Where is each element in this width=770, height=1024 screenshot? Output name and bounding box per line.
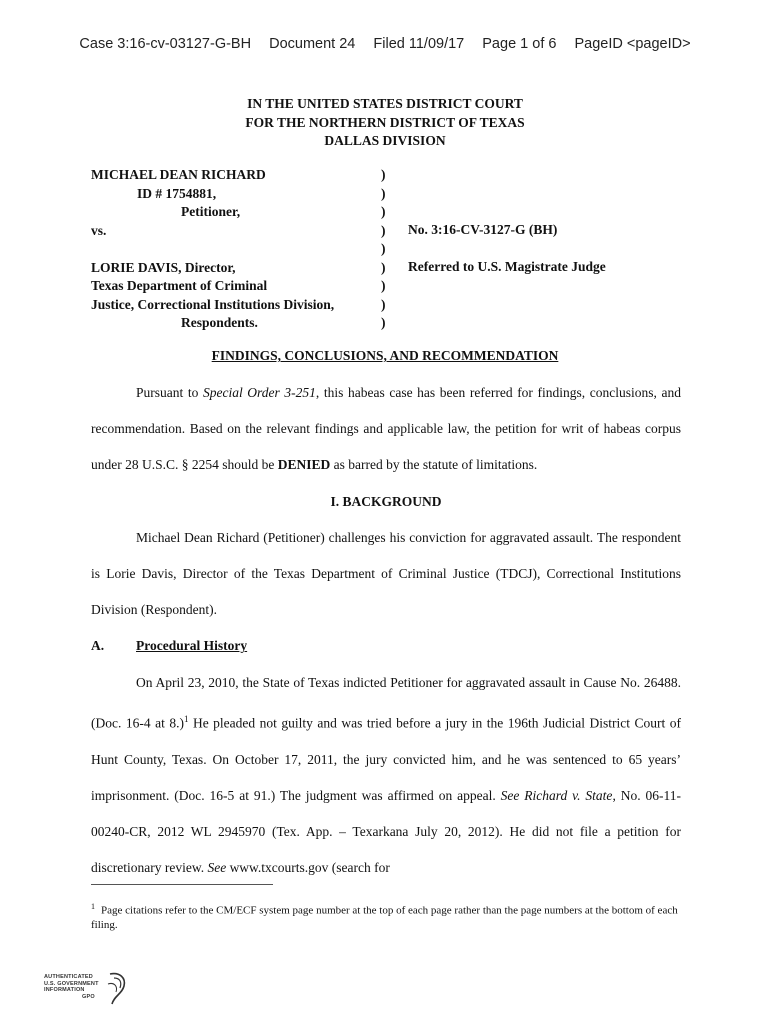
gpo-line: INFORMATION [44, 987, 85, 993]
footnote [91, 900, 681, 933]
text-run: He pleaded not guilty and was tried before a jury in the 196th Judicial District Court of Hunt County, Texas. On October 17, 2011, the jury convicted him, and he was sentenced to 65 years’ imprisonment. (Doc. 16-5 at 91.) The judgment was affirmed on appeal. [91, 715, 681, 803]
paren: ) [381, 167, 386, 182]
paragraph-procedural-history [91, 665, 681, 887]
text-run: , this habeas case has been referred for findings, conclusions, and recommendation. Based on the relevant findings and applicable law, the petition for writ of habeas corpus under 28 U.S.C. § 2254 should be [91, 385, 681, 473]
paren: ) [381, 259, 386, 275]
footnote-mark: 1 [91, 902, 95, 911]
text-run: , No. 06-11-00240-CR, 2012 WL 2945970 (Tex. App. – Texarkana July 20, 2012). He did not file a petition for discretionary review. [91, 787, 681, 876]
gpo-seal-text [44, 974, 99, 1000]
paren: ) [381, 241, 386, 256]
paren: ) [381, 315, 386, 330]
case-caption [91, 166, 691, 336]
document-title-text: FINDINGS, CONCLUSIONS, AND RECOMMENDATION [211, 348, 559, 363]
paragraph-referral [91, 375, 681, 484]
gpo-authentication-seal [44, 970, 144, 1010]
eagle-icon [106, 970, 128, 1008]
court-line-2: FOR THE NORTHERN DISTRICT OF TEXAS [245, 114, 525, 130]
respondent-line-2: Texas Department of Criminal [91, 278, 268, 293]
gpo-line: GPO [82, 993, 95, 1000]
paren: ) [381, 278, 386, 293]
subsection-title: Procedural History [136, 638, 248, 654]
footnote-text: Page citations refer to the CM/ECF system page number at the top of each page rather than the page numbers at the bottom of each filing. [91, 904, 678, 932]
caption-spacer [91, 240, 381, 259]
gpo-line: U.S. GOVERNMENT [44, 980, 99, 987]
document-body [91, 375, 681, 886]
petitioner-role: Petitioner, [181, 204, 241, 219]
header-page-number: Page 1 of 6 [482, 36, 557, 52]
caption-parties [91, 166, 381, 333]
case-citation: See Richard v. State [500, 787, 613, 803]
gpo-line: AUTHENTICATED [44, 974, 93, 980]
court-line-3: DALLAS DIVISION [324, 133, 446, 148]
versus: vs. [91, 222, 107, 238]
text-run: www.txcourts.gov (search for [226, 860, 390, 876]
text-run: On April 23, 2010, the State of Texas indicted Petitioner for aggravated assault in Cause No. 26488. (Doc. 16-4 at 8.) [91, 674, 681, 731]
respondent-name: LORIE DAVIS, Director, [91, 259, 236, 275]
ecf-header [0, 36, 770, 52]
footnote-reference: 1 [183, 713, 189, 724]
footnote-divider [91, 884, 273, 885]
header-page-id: PageID <pageID> [574, 36, 691, 52]
case-number: No. 3:16-CV-3127-G (BH) [408, 221, 558, 237]
denied-emphasis: DENIED [277, 457, 331, 473]
text-run: Pursuant to [136, 385, 203, 400]
respondent-line-3: Justice, Correctional Institutions Division, [91, 296, 335, 312]
paren: ) [381, 185, 386, 201]
paren: ) [381, 222, 386, 238]
court-line-1: IN THE UNITED STATES DISTRICT COURT [247, 96, 523, 111]
paren: ) [381, 296, 386, 312]
caption-parentheses [381, 166, 393, 333]
see-signal: See [207, 860, 227, 876]
referral-note: Referred to U.S. Magistrate Judge [408, 258, 606, 274]
header-case-number: Case 3:16-cv-03127-G-BH [79, 36, 252, 52]
paragraph-background: Michael Dean Richard (Petitioner) challenges his conviction for aggravated assault. The respondent is Lorie Davis, Director of the Texas Department of Criminal Justice (TDCJ), Correctional Institutions Division (Respondent). [91, 529, 681, 618]
petitioner-name: MICHAEL DEAN RICHARD [91, 167, 266, 182]
header-document: Document 24 [269, 36, 356, 52]
document-title [0, 348, 770, 364]
special-order-citation: Special Order 3-251 [202, 385, 316, 400]
subsection-heading [91, 628, 681, 664]
header-filed-date: Filed 11/09/17 [373, 36, 465, 52]
text-run: as barred by the statute of limitations. [330, 457, 538, 473]
subsection-label: A. [91, 638, 105, 654]
court-heading [0, 95, 770, 151]
respondent-role: Respondents. [181, 315, 258, 330]
section-heading-background: I. BACKGROUND [330, 493, 442, 509]
petitioner-id: ID # 1754881, [137, 185, 217, 201]
paren: ) [381, 204, 386, 219]
